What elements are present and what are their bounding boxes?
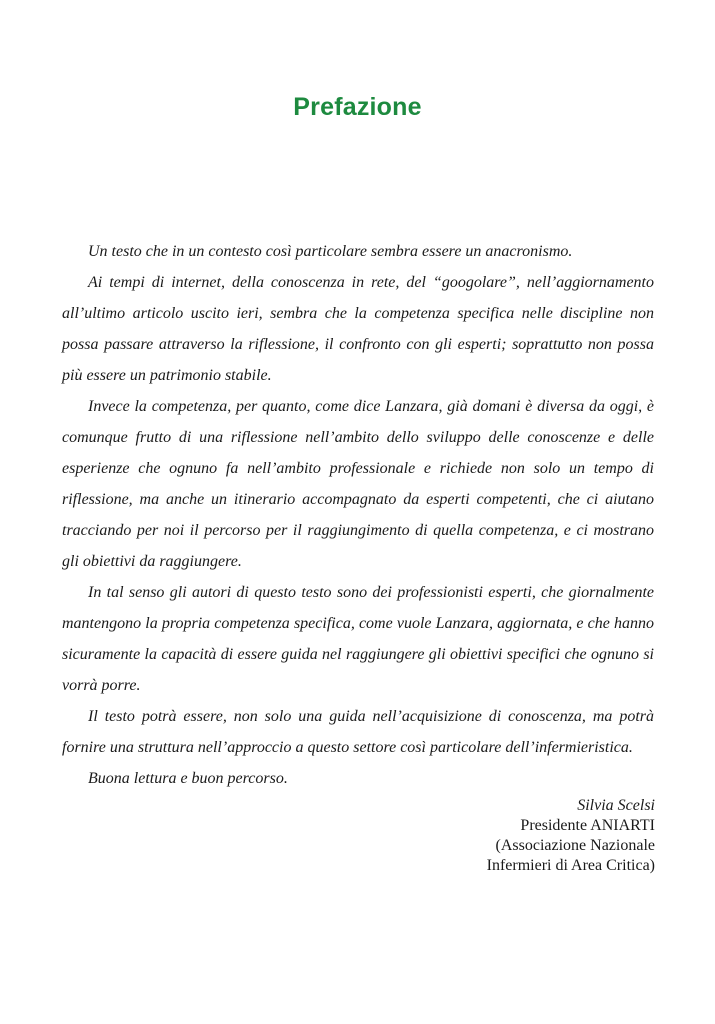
paragraph: Un testo che in un contesto così particolare sembra essere un anacronismo. bbox=[88, 243, 573, 260]
signature-name: Silvia Scelsi bbox=[577, 797, 655, 814]
signature-block bbox=[487, 796, 655, 876]
paragraph: Ai tempi di internet, della conoscenza in rete, del “googolare”, nell’aggiornamento all’ultimo articolo uscito ieri, sembra che la competenza specifica nelle discipline non possa passare attraverso la riflessione, il confronto con gli esperti; soprattutto non possa più essere un patrimonio stabile. bbox=[62, 274, 654, 384]
signature-role: Presidente ANIARTI bbox=[520, 817, 655, 834]
paragraph: Invece la competenza, per quanto, come dice Lanzara, già domani è diversa da oggi, è comunque frutto di una riflessione nell’ambito dello sviluppo delle conoscenze e delle esperienze che ognuno fa nell’ambito professionale e richiede non solo un tempo di riflessione, ma anche un itinerario accompagnato da esperti competenti, che ci aiutano tracciando per noi il percorso per il raggiungimento di quella competenza, e ci mostrano gli obiettivi da raggiungere. bbox=[62, 398, 654, 570]
preface-body bbox=[62, 236, 654, 794]
signature-org-line-1: (Associazione Nazionale bbox=[495, 837, 655, 854]
paragraph: In tal senso gli autori di questo testo sono dei professionisti esperti, che giornalmente mantengono la propria competenza specifica, come vuole Lanzara, aggiornata, e che hanno sicuramente la capacità di essere guida nel raggiungere gli obiettivi specifici che ognuno si vorrà porre. bbox=[62, 584, 654, 694]
paragraph: Il testo potrà essere, non solo una guida nell’acquisizione di conoscenza, ma potrà fornire una struttura nell’approccio a questo settore così particolare dell’infermieristica. bbox=[62, 708, 654, 756]
paragraph: Buona lettura e buon percorso. bbox=[88, 770, 288, 787]
page-title: Prefazione bbox=[293, 93, 422, 121]
signature-org-line-2: Infermieri di Area Critica) bbox=[486, 857, 655, 874]
